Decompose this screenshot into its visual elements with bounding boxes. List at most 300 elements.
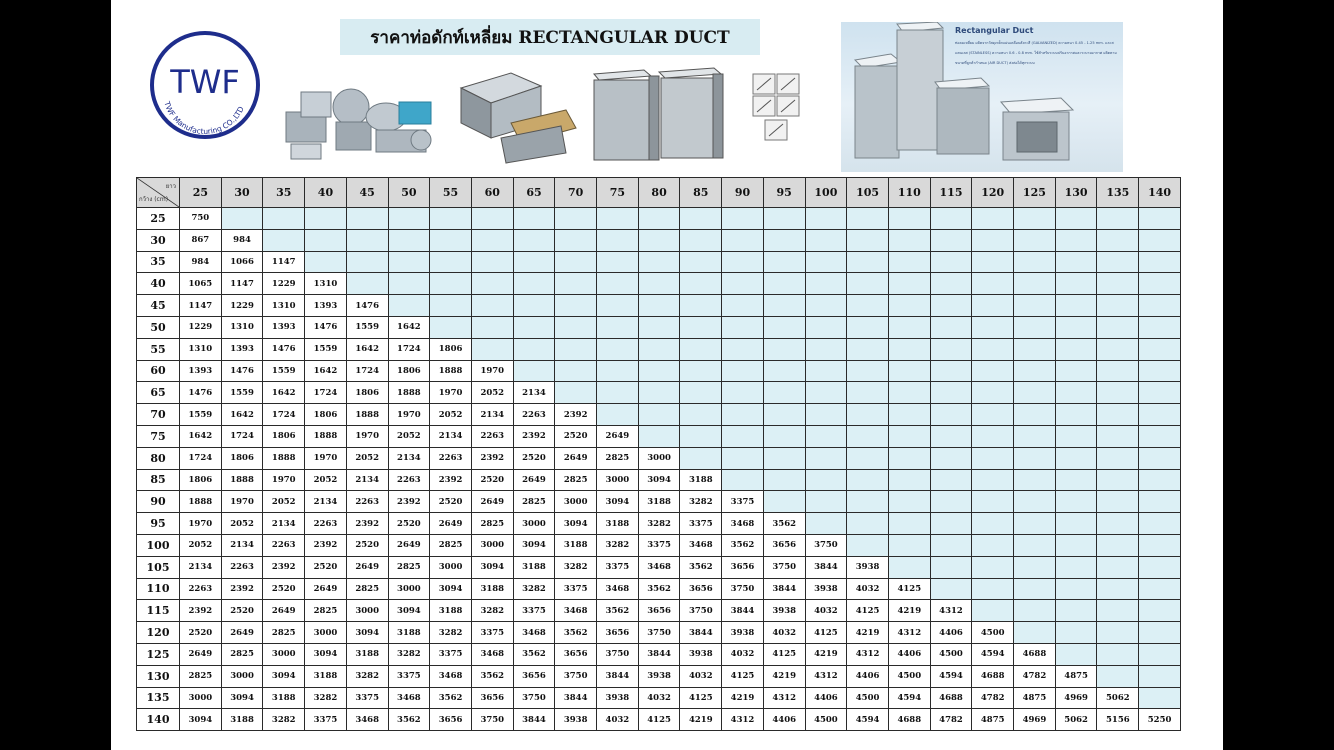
empty-cell [972,556,1014,578]
price-cell: 1806 [346,382,388,404]
price-cell: 4125 [847,600,889,622]
price-cell: 3375 [638,534,680,556]
empty-cell [805,513,847,535]
empty-cell [430,273,472,295]
price-cell: 2052 [180,534,222,556]
empty-cell [805,338,847,360]
price-cell: 3282 [555,556,597,578]
price-cell: 2392 [513,425,555,447]
empty-cell [1139,643,1181,665]
empty-cell [1014,491,1056,513]
price-cell: 3282 [638,513,680,535]
empty-cell [263,229,305,251]
empty-cell [1055,469,1097,491]
row-header: 85 [137,469,180,491]
empty-cell [972,404,1014,426]
empty-cell [847,447,889,469]
price-cell: 2263 [513,404,555,426]
price-cell: 2825 [263,622,305,644]
empty-cell [722,208,764,230]
price-cell: 1147 [180,295,222,317]
empty-cell [263,208,305,230]
price-cell: 4875 [972,709,1014,731]
empty-cell [680,229,722,251]
twf-logo [149,30,261,140]
empty-cell [1097,295,1139,317]
price-cell: 4219 [888,600,930,622]
column-header: 45 [346,178,388,208]
empty-cell [972,360,1014,382]
price-cell: 3750 [722,578,764,600]
price-cell: 3094 [221,687,263,709]
price-cell: 1806 [388,360,430,382]
price-cell: 1970 [263,469,305,491]
price-cell: 2520 [221,600,263,622]
empty-cell [722,360,764,382]
price-cell: 1724 [388,338,430,360]
column-header: 50 [388,178,430,208]
price-cell: 1559 [263,360,305,382]
price-cell: 3468 [471,643,513,665]
empty-cell [638,382,680,404]
column-header: 135 [1097,178,1139,208]
price-cell: 3468 [513,622,555,644]
price-cell: 3562 [513,643,555,665]
price-cell: 3375 [513,600,555,622]
price-cell: 4125 [638,709,680,731]
price-cell: 3000 [555,491,597,513]
empty-cell [888,425,930,447]
price-cell: 3375 [555,578,597,600]
empty-cell [930,447,972,469]
empty-cell [221,208,263,230]
price-cell: 1310 [221,316,263,338]
empty-cell [888,404,930,426]
price-cell: 1724 [346,360,388,382]
empty-cell [346,229,388,251]
empty-cell [430,295,472,317]
empty-cell [597,316,639,338]
table-corner [137,178,180,208]
price-cell: 1970 [180,513,222,535]
price-cell: 2649 [346,556,388,578]
price-cell: 3094 [263,665,305,687]
empty-cell [1055,382,1097,404]
empty-cell [680,295,722,317]
column-header: 75 [597,178,639,208]
empty-cell [388,229,430,251]
empty-cell [888,229,930,251]
empty-cell [555,338,597,360]
empty-cell [1055,425,1097,447]
empty-cell [1014,404,1056,426]
price-cell: 1393 [305,295,347,317]
price-cell: 2825 [513,491,555,513]
price-cell: 1229 [180,316,222,338]
empty-cell [888,382,930,404]
price-cell: 2392 [388,491,430,513]
price-cell: 1393 [263,316,305,338]
column-header: 100 [805,178,847,208]
empty-cell [930,578,972,600]
price-cell: 3375 [680,513,722,535]
empty-cell [972,229,1014,251]
empty-cell [1097,404,1139,426]
price-cell: 2825 [597,447,639,469]
price-cell: 2134 [180,556,222,578]
price-cell: 1310 [180,338,222,360]
empty-cell [513,295,555,317]
empty-cell [1139,513,1181,535]
empty-cell [722,273,764,295]
empty-cell [972,578,1014,600]
table-row [137,513,1181,535]
empty-cell [930,513,972,535]
empty-cell [1014,382,1056,404]
price-cell: 1642 [346,338,388,360]
empty-cell [888,338,930,360]
price-cell: 3282 [513,578,555,600]
table-row [137,208,1181,230]
price-cell: 4219 [805,643,847,665]
price-cell: 3188 [638,491,680,513]
empty-cell [1014,338,1056,360]
price-cell: 2649 [555,447,597,469]
row-header: 120 [137,622,180,644]
empty-cell [555,382,597,404]
empty-cell [722,316,764,338]
twf-logo-icon [149,30,261,140]
empty-cell [1139,360,1181,382]
column-header: 35 [263,178,305,208]
empty-cell [722,229,764,251]
price-cell: 5156 [1097,709,1139,731]
column-header: 120 [972,178,1014,208]
empty-cell [930,316,972,338]
empty-cell [888,316,930,338]
empty-cell [930,360,972,382]
price-cell: 2134 [263,513,305,535]
row-header: 55 [137,338,180,360]
empty-cell [1139,382,1181,404]
column-header: 65 [513,178,555,208]
price-cell: 4312 [805,665,847,687]
table-row [137,273,1181,295]
empty-cell [638,425,680,447]
empty-cell [930,534,972,556]
row-header: 45 [137,295,180,317]
empty-cell [847,360,889,382]
price-cell: 3750 [805,534,847,556]
empty-cell [930,382,972,404]
empty-cell [1055,447,1097,469]
empty-cell [555,273,597,295]
empty-cell [888,447,930,469]
empty-cell [888,360,930,382]
empty-cell [430,316,472,338]
price-cell: 2263 [430,447,472,469]
price-cell: 3094 [513,534,555,556]
empty-cell [1014,447,1056,469]
logo-text: TWF [170,63,240,101]
price-cell: 3375 [471,622,513,644]
price-cell: 1065 [180,273,222,295]
price-cell: 4032 [638,687,680,709]
empty-cell [471,295,513,317]
price-cell: 3750 [680,600,722,622]
column-header: 80 [638,178,680,208]
price-cell: 1559 [180,404,222,426]
empty-cell [722,251,764,273]
price-cell: 4312 [763,687,805,709]
empty-cell [597,360,639,382]
row-header: 140 [137,709,180,731]
empty-cell [680,208,722,230]
price-cell: 3656 [471,687,513,709]
price-cell: 3562 [597,600,639,622]
empty-cell [930,251,972,273]
price-cell: 4312 [722,709,764,731]
empty-cell [722,382,764,404]
empty-cell [722,295,764,317]
price-cell: 4219 [763,665,805,687]
price-cell: 2825 [430,534,472,556]
empty-cell [1139,687,1181,709]
price-cell: 4406 [847,665,889,687]
price-cell: 2263 [305,513,347,535]
price-cell: 3750 [555,665,597,687]
empty-cell [1139,273,1181,295]
price-cell: 3188 [430,600,472,622]
duct-diagram-image [751,72,803,144]
price-cell: 3000 [263,643,305,665]
row-header: 70 [137,404,180,426]
empty-cell [1014,208,1056,230]
price-cell: 3938 [722,622,764,644]
price-cell: 1476 [346,295,388,317]
price-cell: 1724 [221,425,263,447]
price-cell: 1310 [305,273,347,295]
empty-cell [1097,229,1139,251]
empty-cell [1055,360,1097,382]
price-cell: 1066 [221,251,263,273]
table-row [137,709,1181,731]
empty-cell [972,295,1014,317]
empty-cell [930,556,972,578]
price-cell: 1806 [221,447,263,469]
price-cell: 1642 [388,316,430,338]
empty-cell [430,251,472,273]
price-cell: 1724 [305,382,347,404]
empty-cell [930,469,972,491]
price-cell: 2134 [388,447,430,469]
empty-cell [1097,513,1139,535]
table-row [137,316,1181,338]
empty-cell [1097,208,1139,230]
empty-cell [1139,295,1181,317]
price-cell: 2649 [597,425,639,447]
empty-cell [1097,643,1139,665]
price-cell: 3562 [471,665,513,687]
price-cell: 2263 [388,469,430,491]
price-cell: 2052 [263,491,305,513]
empty-cell [805,491,847,513]
price-cell: 3468 [388,687,430,709]
empty-cell [471,208,513,230]
price-cell: 2825 [471,513,513,535]
empty-cell [555,208,597,230]
column-header: 55 [430,178,472,208]
empty-cell [972,491,1014,513]
empty-cell [972,251,1014,273]
empty-cell [1097,556,1139,578]
empty-cell [972,338,1014,360]
empty-cell [1139,316,1181,338]
empty-cell [1097,578,1139,600]
column-header: 115 [930,178,972,208]
price-cell: 3938 [555,709,597,731]
price-cell: 3282 [305,687,347,709]
price-cell: 3188 [221,709,263,731]
empty-cell [1055,404,1097,426]
price-cell: 1806 [263,425,305,447]
empty-cell [638,316,680,338]
row-header: 130 [137,665,180,687]
empty-cell [1055,556,1097,578]
price-cell: 2520 [388,513,430,535]
price-cell: 3468 [597,578,639,600]
price-cell: 1888 [346,404,388,426]
price-cell: 4500 [805,709,847,731]
empty-cell [1097,600,1139,622]
price-cell: 1970 [388,404,430,426]
empty-cell [1055,600,1097,622]
price-cell: 3844 [638,643,680,665]
price-cell: 3468 [346,709,388,731]
column-header: 125 [1014,178,1056,208]
row-header: 80 [137,447,180,469]
empty-cell [888,513,930,535]
table-row [137,295,1181,317]
price-cell: 3750 [597,643,639,665]
price-cell: 3938 [638,665,680,687]
logo-subtext: TWF Manufacturing CO.,LTD [162,100,246,137]
empty-cell [555,251,597,273]
empty-cell [763,338,805,360]
price-cell: 4500 [930,643,972,665]
empty-cell [888,556,930,578]
promo-title: Rectangular Duct [955,26,1034,35]
price-cell: 2263 [221,556,263,578]
table-row [137,687,1181,709]
price-cell: 3375 [388,665,430,687]
empty-cell [680,316,722,338]
column-header: 85 [680,178,722,208]
empty-cell [805,469,847,491]
price-cell: 2649 [388,534,430,556]
price-cell: 3844 [763,578,805,600]
empty-cell [1014,360,1056,382]
column-header: 90 [722,178,764,208]
empty-cell [763,382,805,404]
empty-cell [930,229,972,251]
price-cell: 4312 [888,622,930,644]
price-cell: 4312 [847,643,889,665]
empty-cell [597,295,639,317]
price-cell: 3094 [180,709,222,731]
empty-cell [305,208,347,230]
price-cell: 3468 [555,600,597,622]
price-cell: 3000 [638,447,680,469]
empty-cell [888,273,930,295]
price-cell: 3188 [346,643,388,665]
empty-cell [1014,600,1056,622]
price-cell: 3188 [680,469,722,491]
empty-cell [972,447,1014,469]
price-cell: 4875 [1014,687,1056,709]
empty-cell [847,534,889,556]
empty-cell [346,208,388,230]
price-cell: 4594 [930,665,972,687]
row-header: 30 [137,229,180,251]
price-cell: 3282 [680,491,722,513]
empty-cell [930,491,972,513]
empty-cell [1014,578,1056,600]
empty-cell [1014,469,1056,491]
empty-cell [1055,643,1097,665]
price-cell: 2392 [430,469,472,491]
empty-cell [1139,208,1181,230]
empty-cell [1139,578,1181,600]
price-cell: 2825 [388,556,430,578]
price-cell: 2649 [471,491,513,513]
empty-cell [597,208,639,230]
empty-cell [1055,338,1097,360]
row-header: 115 [137,600,180,622]
corner-length-label: ยาว [165,183,176,190]
price-cell: 2392 [555,404,597,426]
empty-cell [930,404,972,426]
empty-cell [1097,469,1139,491]
empty-cell [805,273,847,295]
empty-cell [513,338,555,360]
table-row [137,556,1181,578]
empty-cell [305,229,347,251]
empty-cell [1014,295,1056,317]
empty-cell [1139,251,1181,273]
price-cell: 2052 [430,404,472,426]
price-cell: 4594 [972,643,1014,665]
price-cell: 4125 [888,578,930,600]
empty-cell [388,251,430,273]
empty-cell [1139,665,1181,687]
price-cell: 3468 [430,665,472,687]
empty-cell [930,208,972,230]
empty-cell [555,229,597,251]
empty-cell [555,360,597,382]
empty-cell [805,447,847,469]
price-cell: 3562 [555,622,597,644]
price-cell: 1147 [221,273,263,295]
empty-cell [1014,622,1056,644]
empty-cell [1055,229,1097,251]
row-header: 35 [137,251,180,273]
empty-cell [638,360,680,382]
empty-cell [1014,251,1056,273]
empty-cell [555,316,597,338]
price-cell: 3282 [263,709,305,731]
price-cell: 1970 [430,382,472,404]
